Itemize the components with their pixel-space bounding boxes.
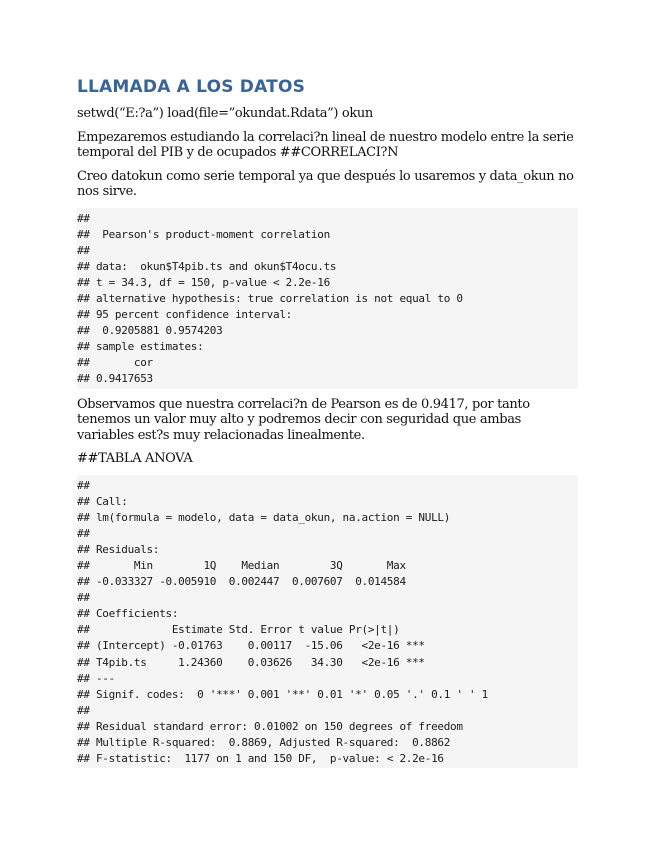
- code-output-line: ## data: okun$T4pib.ts and okun$T4ocu.ts: [77, 259, 337, 273]
- code-output-line: ## Estimate Std. Error t value Pr(>|t|): [77, 623, 400, 637]
- code-output-line: ## lm(formula = modelo, data = data_okun, na.action = NULL): [77, 510, 451, 524]
- correlation-output-block: [77, 208, 578, 389]
- datokun-paragraph: Creo datokun como serie temporal ya que después lo usaremos y data_okun no nos sirve.: [77, 168, 574, 199]
- code-output-line: ##: [77, 243, 90, 257]
- code-output-line: ## T4pib.ts 1.24360 0.03626 34.30 <2e-16 ***: [77, 655, 425, 669]
- code-output-line: ## F-statistic: 1177 on 1 and 150 DF, p-value: < 2.2e-16: [77, 752, 444, 766]
- code-output-line: ## Residual standard error: 0.01002 on 150 degrees of freedom: [77, 719, 463, 733]
- interpretation-paragraph: Observamos que nuestra correlaci?n de Pearson es de 0.9417, por tanto tenemos un valor muy alto y podremos decir con seguridad que ambas variables est?s muy relacionadas linealmente.: [77, 396, 530, 443]
- code-output-line: ## t = 34.3, df = 150, p-value < 2.2e-16: [77, 275, 330, 289]
- code-output-line: ## -0.033327 -0.005910 0.002447 0.007607 0.014584: [77, 575, 406, 589]
- regression-output-block: [77, 475, 578, 769]
- code-output-line: ## Min 1Q Median 3Q Max: [77, 559, 406, 572]
- setwd-paragraph: setwd(“E:?a”) load(file=”okundat.Rdata”) okun: [77, 106, 373, 121]
- code-output-line: ##: [77, 211, 90, 225]
- code-output-line: ## Signif. codes: 0 '***' 0.001 '**' 0.01 '*' 0.05 '.' 0.1 ' ' 1: [77, 687, 488, 701]
- section-heading: LLAMADA A LOS DATOS: [77, 77, 306, 97]
- code-output-line: ## ---: [77, 671, 115, 685]
- code-output-line: ##: [77, 526, 90, 540]
- code-output-line: ## Coefficients:: [77, 607, 179, 621]
- document-page: [77, 76, 578, 776]
- code-output-line: ## sample estimates:: [77, 340, 204, 354]
- code-output-line: ## Residuals:: [77, 542, 160, 556]
- anova-heading-paragraph: ##TABLA ANOVA: [77, 451, 193, 467]
- code-output-line: ## Pearson's product-moment correlation: [77, 227, 330, 241]
- code-output-line: ## Multiple R-squared: 0.8869, Adjusted R-squared: 0.8862: [77, 736, 451, 750]
- code-output-line: ## 95 percent confidence interval:: [77, 308, 292, 322]
- code-output-line: ## 0.9417653: [77, 372, 153, 386]
- code-output-line: ##: [77, 591, 90, 605]
- code-output-line: ##: [77, 478, 90, 492]
- code-output-line: ## cor: [77, 356, 153, 370]
- code-output-line: ## 0.9205881 0.9574203: [77, 324, 223, 338]
- code-output-line: ##: [77, 703, 90, 717]
- code-output-line: ## (Intercept) -0.01763 0.00117 -15.06 <2e-16 ***: [77, 639, 425, 653]
- code-output-line: ## Call:: [77, 494, 128, 508]
- code-output-line: ## alternative hypothesis: true correlation is not equal to 0: [77, 291, 463, 305]
- intro-paragraph: Empezaremos estudiando la correlaci?n lineal de nuestro modelo entre la serie temporal del PIB y de ocupados ##CORRELACI?N: [77, 129, 574, 160]
